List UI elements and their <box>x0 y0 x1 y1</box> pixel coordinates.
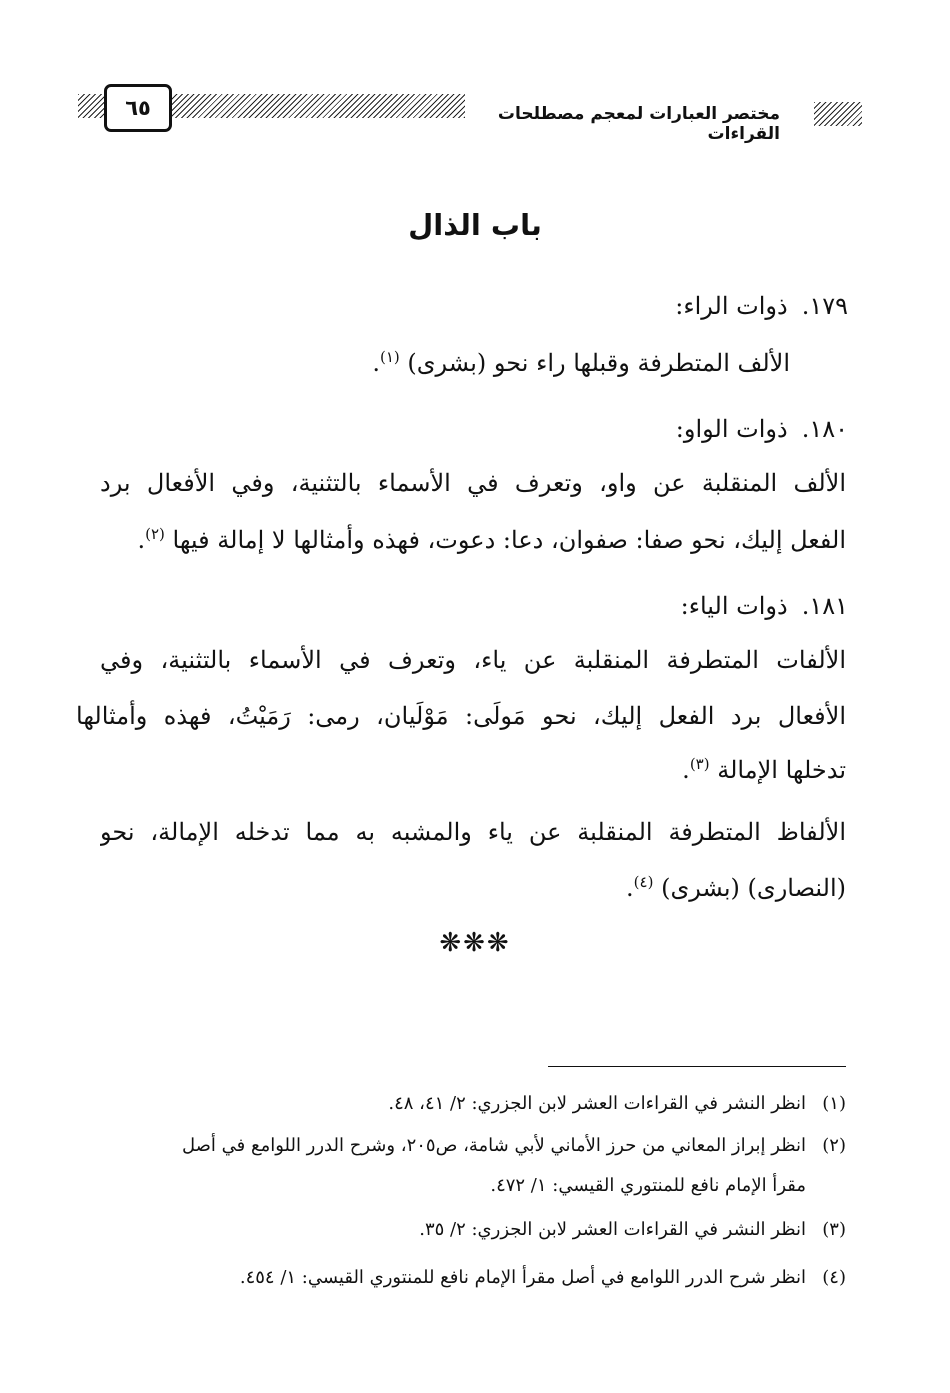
sentence-end: . <box>372 349 380 377</box>
entry-number: ١٨١. <box>801 592 848 620</box>
entry-180-line-1: الألف المنقلبة عن واو، وتعرف في الأسماء بالتثنية، وفي الأفعال برد <box>100 469 846 497</box>
footnote-ref: (١) <box>379 348 400 366</box>
footnote-ref: (٣) <box>689 755 710 773</box>
footnote-number: (٤) <box>822 1267 846 1288</box>
header-ornament-far-left <box>78 94 106 118</box>
entry-number: ١٧٩. <box>801 292 848 320</box>
entry-term: ذوات الياء: <box>680 592 788 620</box>
footnote-ref: (٤) <box>633 873 654 891</box>
entry-180-line-2 <box>76 520 846 560</box>
footnote-number: (٣) <box>822 1219 846 1240</box>
footnote-ref: (٢) <box>145 525 165 543</box>
footnote-1 <box>76 1088 846 1120</box>
header-ornament-left <box>165 94 465 118</box>
footnote-2-continuation: مقرأ الإمام نافع للمنتوري القيسي: ١/ ٤٧٢. <box>490 1175 806 1196</box>
entry-179-definition <box>20 343 790 383</box>
footnote-number: (٢) <box>822 1135 846 1156</box>
page-number: ٦٥ <box>104 84 172 132</box>
entry-181-heading <box>78 586 848 626</box>
footnote-text: انظر النشر في القراءات العشر لابن الجزري: ٢/ ٤١، ٤٨. <box>388 1093 806 1114</box>
header-ornament-right <box>814 102 862 126</box>
entry-180-heading <box>78 409 848 449</box>
footnote-divider <box>548 1066 846 1067</box>
entry-181-line-2: الأفعال برد الفعل إليك، نحو مَولَى: مَوْلَيان، رمى: رَمَيْتُ، فهذه وأمثالها <box>76 702 846 730</box>
sentence-end: . <box>626 874 634 902</box>
sentence-end: . <box>137 526 146 554</box>
footnote-number: (١) <box>822 1093 846 1114</box>
footnote-2 <box>76 1130 846 1162</box>
chapter-title: باب الذال <box>408 208 542 242</box>
entry-181-line-3 <box>76 750 846 790</box>
entry-181-para2-line-2 <box>76 868 846 908</box>
entry-number: ١٨٠. <box>801 415 848 443</box>
entry-181-line-1: الألفات المتطرفة المنقلبة عن ياء، وتعرف في الأسماء بالتثنية، وفي <box>100 646 846 674</box>
footnote-text: انظر إبراز المعاني من حرز الأماني لأبي شامة، ص٢٠٥، وشرح الدرر اللوامع في أصل <box>182 1135 806 1156</box>
footnote-text: انظر النشر في القراءات العشر لابن الجزري: ٢/ ٣٥. <box>419 1219 806 1240</box>
definition-text: (النصارى) (بشرى) <box>661 874 846 902</box>
definition-text: الفعل إليك، نحو صفا: صفوان، دعا: دعوت، فهذه وأمثالها لا إمالة فيها <box>172 526 846 554</box>
section-separator: ❋❋❋ <box>439 928 511 958</box>
footnote-3 <box>76 1214 846 1246</box>
definition-text: تدخلها الإمالة <box>717 756 846 784</box>
running-header-title: مختصر العبارات لمعجم مصطلحات القراءات <box>497 104 780 144</box>
footnote-4 <box>76 1262 846 1294</box>
footnote-text: انظر شرح الدرر اللوامع في أصل مقرأ الإمام نافع للمنتوري القيسي: ١/ ٤٥٤. <box>239 1267 806 1288</box>
definition-text: الألف المتطرفة وقبلها راء نحو (بشرى) <box>407 349 790 377</box>
entry-179-heading <box>78 286 848 326</box>
entry-181-para2-line-1: الألفاظ المتطرفة المنقلبة عن ياء والمشبه به مما تدخله الإمالة، نحو <box>100 818 846 846</box>
sentence-end: . <box>682 756 690 784</box>
entry-term: ذوات الواو: <box>675 415 788 443</box>
entry-term: ذوات الراء: <box>675 292 788 320</box>
